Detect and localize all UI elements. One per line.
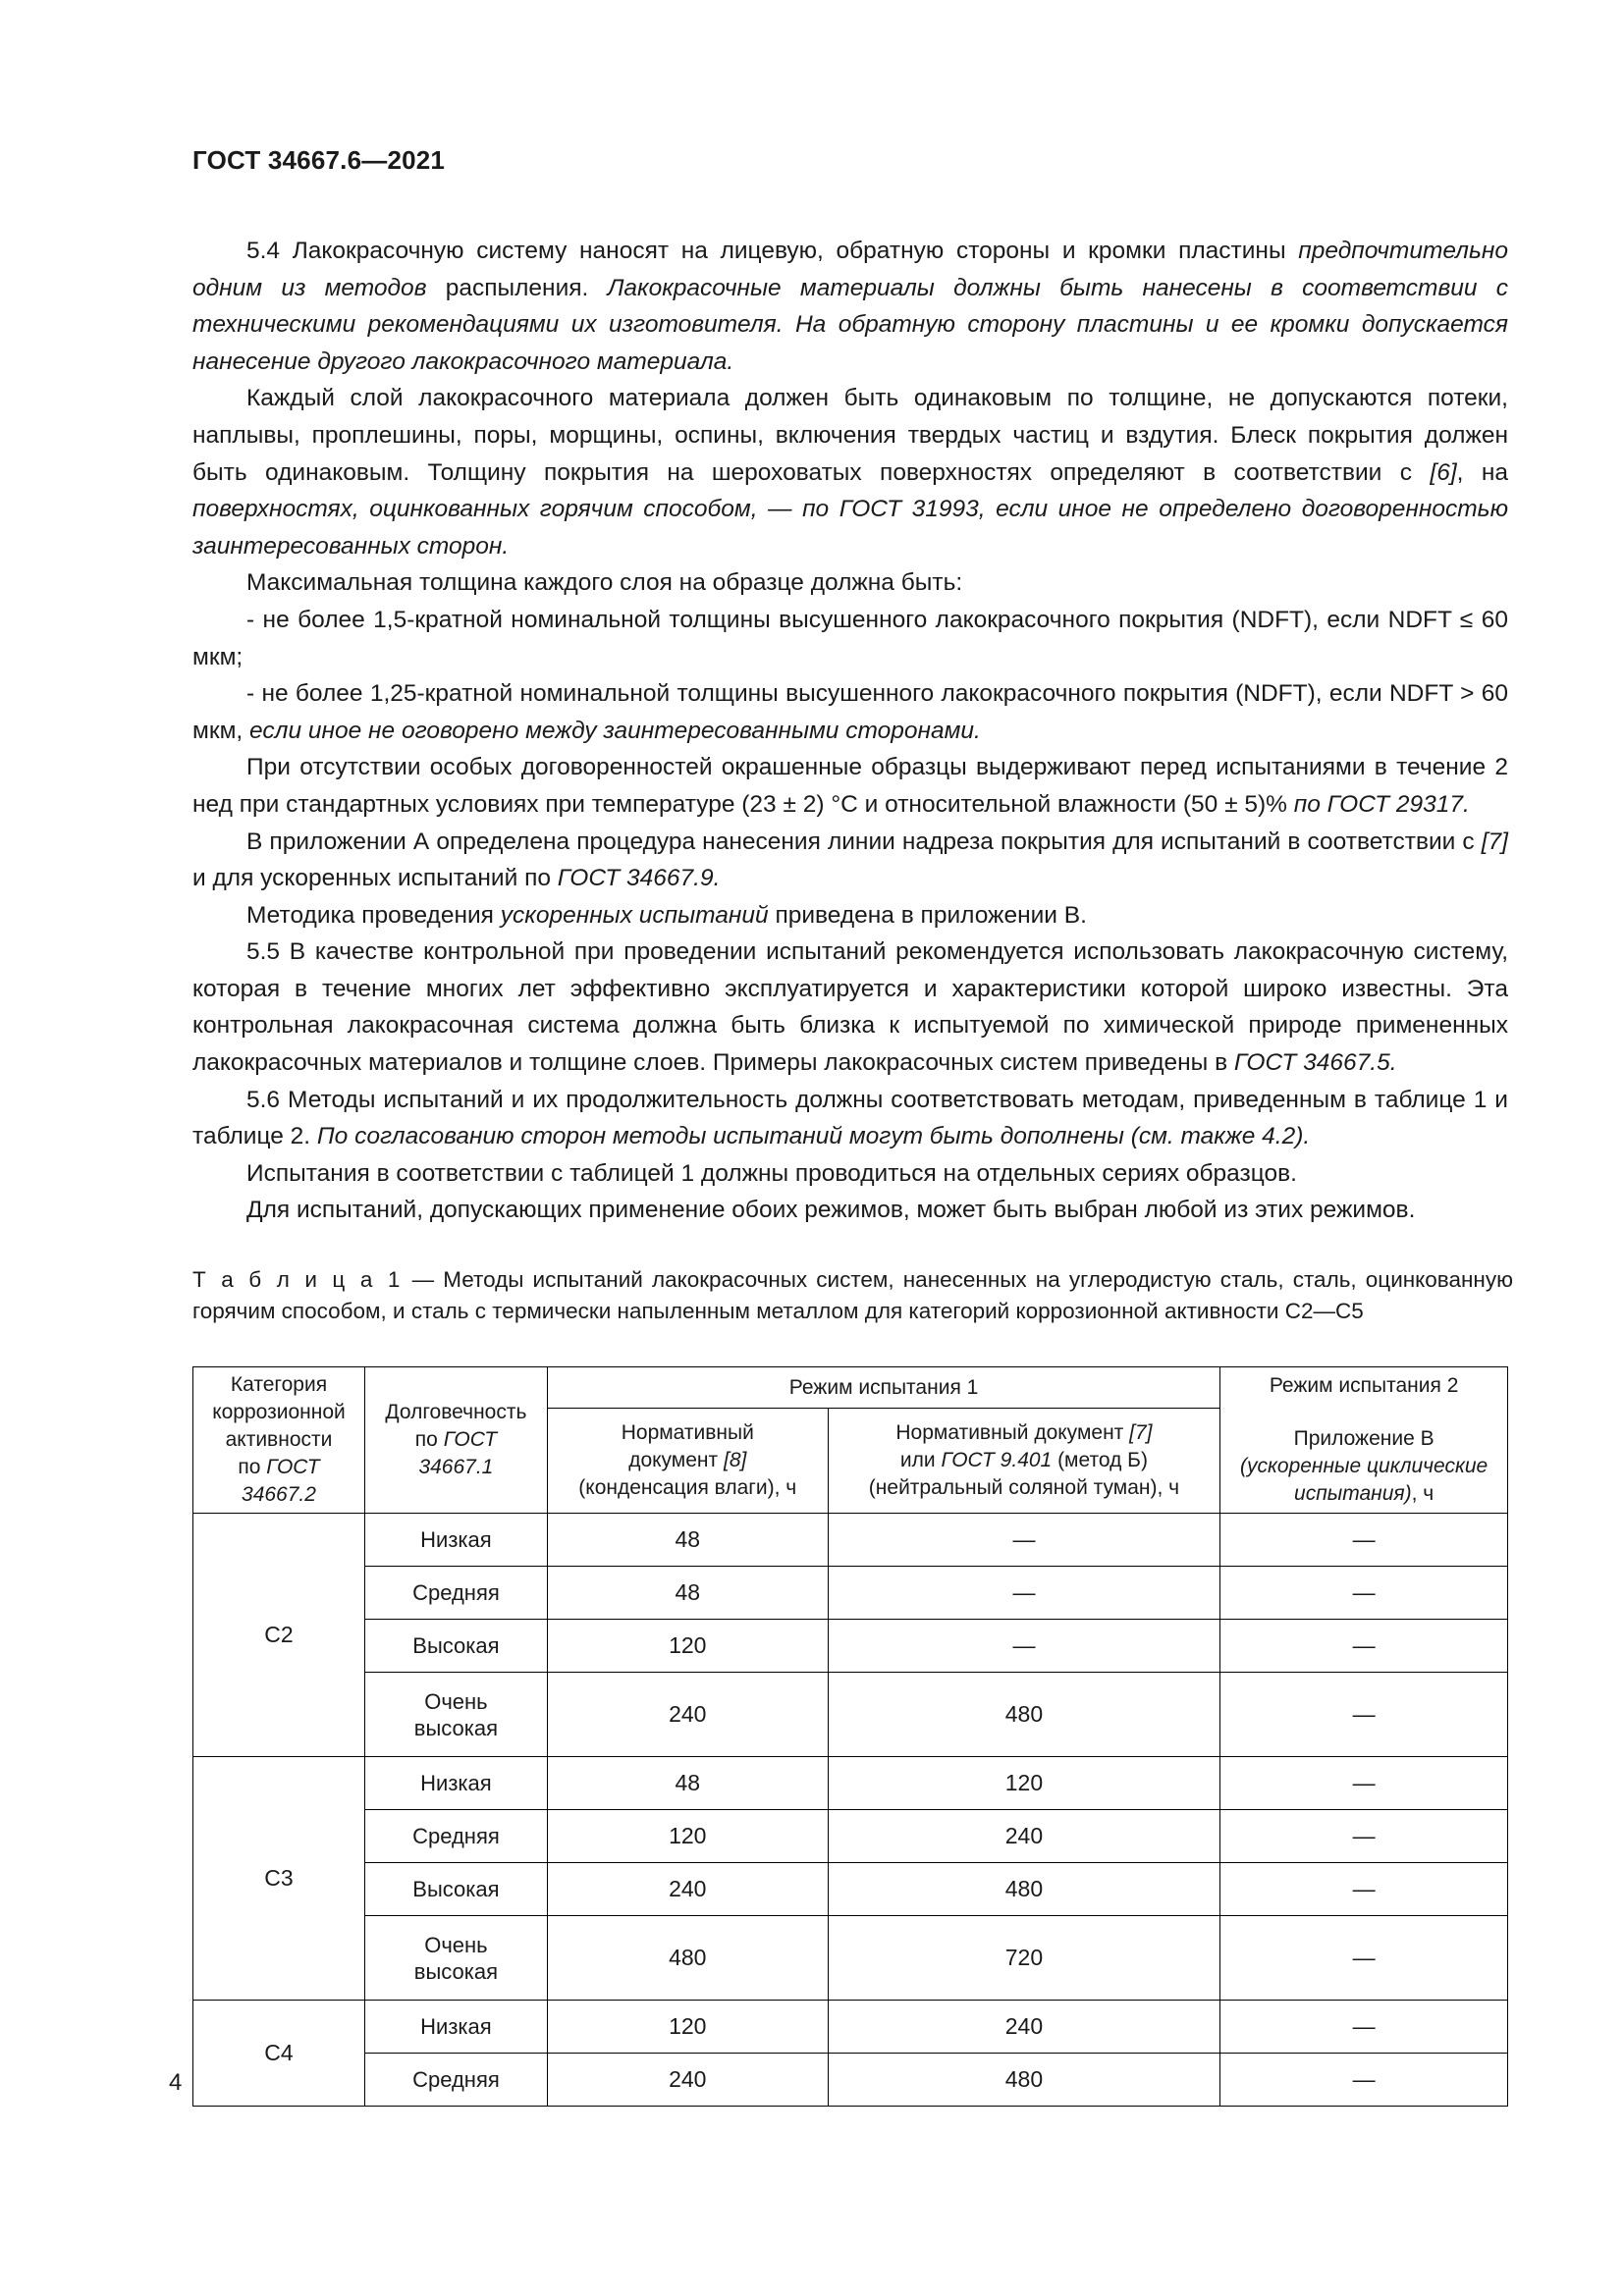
table-caption-label: Т а б л и ц а 1 <box>192 1267 404 1292</box>
annex-b-line-2: (ускоренные циклические <box>1239 1455 1489 1477</box>
text-run: В приложении А определена процедура нанесения линии надреза покрытия для испытаний в соответствии с <box>246 828 1482 855</box>
table-caption-dash: — <box>403 1267 444 1292</box>
p-separate-series <box>192 1155 1508 1193</box>
header-doc7-line-3: (нейтральный соляной туман), ч <box>868 1476 1180 1500</box>
p-conditioning <box>192 749 1508 823</box>
annex-b-line-3-suffix: , ч <box>1411 1482 1435 1505</box>
header-cell-doc-8 <box>547 1409 828 1514</box>
cell-annex-b-hours: — <box>1220 1916 1508 2001</box>
cell-doc-7-hours: — <box>828 1514 1220 1567</box>
header-cell-mode-2-group <box>1220 1367 1508 1514</box>
header-category-line-4-plain: по <box>238 1456 267 1478</box>
cell-doc-7-hours: 240 <box>828 1810 1220 1863</box>
header-doc7-line-2-plain-a: или <box>899 1449 942 1472</box>
cell-annex-b-hours: — <box>1220 1810 1508 1863</box>
header-doc7-line-1-plain: Нормативный документ <box>895 1421 1130 1445</box>
p-5-5 <box>192 934 1508 1081</box>
p-annex-a <box>192 824 1508 897</box>
durability-line-1: Очень <box>424 1932 488 1957</box>
cell-doc-8-hours: 120 <box>547 1810 828 1863</box>
table-body <box>193 1514 1508 2107</box>
table-row <box>193 2054 1508 2107</box>
header-category-line-2: коррозионной <box>212 1401 346 1423</box>
header-category-line-3: активности <box>225 1428 333 1451</box>
cell-annex-b-hours: — <box>1220 1673 1508 1757</box>
text-run: Максимальная толщина каждого слоя на образце должна быть: <box>246 569 963 597</box>
p-layer-uniform <box>192 380 1508 564</box>
header-category-line-1: Категория <box>230 1373 328 1396</box>
cell-doc-7-hours: — <box>828 1567 1220 1620</box>
cell-doc-8-hours: 240 <box>547 1863 828 1916</box>
cell-durability: Низкая <box>364 1514 547 1567</box>
cell-doc-8-hours: 480 <box>547 1916 828 2001</box>
cell-doc-8-hours: 120 <box>547 2001 828 2054</box>
cell-durability <box>364 1916 547 2001</box>
cell-doc-8-hours: 48 <box>547 1757 828 1810</box>
cell-durability: Средняя <box>364 1567 547 1620</box>
text-run-italic: поверхностях, оцинкованных горячим способом, — по ГОСТ 31993, если иное не определено договоренностью заинтересованных сторон. <box>192 496 1508 560</box>
table-header-row-1 <box>193 1367 1508 1409</box>
cell-annex-b-hours: — <box>1220 1863 1508 1916</box>
header-doc8-line-3: (конденсация влаги), ч <box>578 1476 797 1500</box>
text-run: приведена в приложении В. <box>768 901 1087 929</box>
text-run: 5.6 Методы испытаний и их продолжительность должны соответствовать методам, приведенным в таблице 1 и таблице 2. <box>192 1086 1508 1150</box>
header-cell-category <box>193 1367 365 1514</box>
p-ndft-le-60 <box>192 602 1508 675</box>
header-durability-line-3-ref: 34667.1 <box>418 1456 494 1478</box>
header-doc8-line-2-plain: документ <box>628 1449 724 1472</box>
cell-doc-8-hours: 240 <box>547 1673 828 1757</box>
page-number: 4 <box>169 2069 183 2096</box>
text-run-italic: ГОСТ 34667.5. <box>1233 1049 1397 1077</box>
header-cell-mode-1: Режим испытания 1 <box>547 1367 1219 1409</box>
p-ndft-gt-60 <box>192 675 1508 749</box>
cell-doc-7-hours: 720 <box>828 1916 1220 2001</box>
table-row <box>193 1757 1508 1810</box>
cell-doc-7-hours: 240 <box>828 2001 1220 2054</box>
text-run-italic: [6] <box>1430 458 1457 486</box>
header-mode-2-title: Режим испытания 2 <box>1269 1374 1459 1397</box>
cell-doc-8-hours: 48 <box>547 1514 828 1567</box>
body-text <box>192 233 1508 1229</box>
header-doc8-ref: [8] <box>723 1449 747 1472</box>
table-row <box>193 2001 1508 2054</box>
cell-corrosion-category: С2 <box>193 1514 365 1757</box>
text-run: и для ускоренных испытаний по <box>192 865 558 892</box>
cell-doc-8-hours: 120 <box>547 1620 828 1673</box>
table-caption-text: Методы испытаний лакокрасочных систем, нанесенных на углеродистую сталь, сталь, оцинкованную горячим способом, и сталь с термически напыленным металлом для категорий коррозионной активности С2—С5 <box>192 1267 1513 1323</box>
header-doc8-line-1: Нормативный <box>621 1421 754 1445</box>
header-durability-line-2-ref: ГОСТ <box>443 1428 498 1451</box>
header-cell-durability <box>364 1367 547 1514</box>
durability-line-1: Очень <box>424 1688 488 1714</box>
p-annex-b <box>192 897 1508 934</box>
header-durability-line-2-plain: по <box>414 1428 444 1451</box>
text-run: При отсутствии особых договоренностей окрашенные образцы выдерживают перед испытаниями в течение 2 нед при стандартных условиях при температуре (23 ± 2) °С и относительной влажности (50 ± 5)% <box>192 754 1508 818</box>
cell-durability: Высокая <box>364 1620 547 1673</box>
table-row <box>193 1916 1508 2001</box>
cell-annex-b-hours: — <box>1220 1620 1508 1673</box>
text-run-italic: ускоренных испытаний <box>500 901 769 929</box>
text-run-italic: Лакокрасочные материалы должны быть нанесены в соответствии с техническими рекомендациями их изготовителя. На обратную сторону пластины и ее кромки допускается нанесение другого лакокрасочного материала. <box>192 274 1509 375</box>
cell-annex-b-hours: — <box>1220 2054 1508 2107</box>
table-1-caption <box>192 1264 1513 1327</box>
text-run: - не более 1,25-кратной номинальной толщины высушенного лакокрасочного покрытия (NDFT), если NDFT > 60 мкм, <box>192 680 1508 744</box>
p-max-thickness-intro <box>192 564 1508 602</box>
cell-durability <box>364 1673 547 1757</box>
table-row <box>193 1810 1508 1863</box>
annex-b-line-1: Приложение В <box>1293 1427 1435 1450</box>
table-row <box>193 1567 1508 1620</box>
header-doc7-line-2-plain-b: (метод Б) <box>1052 1449 1148 1472</box>
cell-doc-7-hours: 480 <box>828 1863 1220 1916</box>
table-header <box>193 1367 1508 1514</box>
table-row <box>193 1863 1508 1916</box>
header-durability-line-1: Долговечность <box>385 1401 527 1423</box>
text-run-italic: По согласованию сторон методы испытаний могут быть дополнены (см. также 4.2). <box>316 1123 1311 1150</box>
cell-annex-b-hours: — <box>1220 1757 1508 1810</box>
cell-doc-8-hours: 48 <box>547 1567 828 1620</box>
cell-annex-b-hours: — <box>1220 2001 1508 2054</box>
cell-durability: Высокая <box>364 1863 547 1916</box>
text-run-italic: предпочтительно одним из методов <box>192 238 1508 301</box>
text-run: 5.5 В качестве контрольной при проведении испытаний рекомендуется использовать лакокрасочную систему, которая в течение многих лет эффективно эксплуатируется и характеристики которой широко известны. Эта контрольная лакокрасочная система должна быть близка к испытуемой по химической природе примененных лакокрасочных материалов и толщине слоев. Примеры лакокрасочных систем приведены в <box>192 938 1508 1077</box>
text-run: распыления. <box>426 274 608 301</box>
table-row <box>193 1673 1508 1757</box>
cell-doc-7-hours: 480 <box>828 2054 1220 2107</box>
text-run: Испытания в соответствии с таблицей 1 должны проводиться на отдельных сериях образцов. <box>246 1159 1297 1187</box>
cell-annex-b-hours: — <box>1220 1514 1508 1567</box>
text-run: Для испытаний, допускающих применение обоих режимов, может быть выбран любой из этих режимов. <box>246 1197 1416 1224</box>
p-any-mode <box>192 1192 1508 1229</box>
header-cell-doc-7 <box>828 1409 1220 1514</box>
table-1-test-methods <box>192 1366 1508 2107</box>
durability-line-2: высокая <box>413 1715 499 1740</box>
cell-durability: Средняя <box>364 1810 547 1863</box>
cell-doc-7-hours: 480 <box>828 1673 1220 1757</box>
cell-durability: Низкая <box>364 2001 547 2054</box>
cell-doc-7-hours: — <box>828 1620 1220 1673</box>
header-doc7-gost-ref: ГОСТ 9.401 <box>941 1449 1053 1472</box>
text-run: Методика проведения <box>246 901 501 929</box>
cell-durability: Низкая <box>364 1757 547 1810</box>
text-run: 5.4 Лакокрасочную систему наносят на лицевую, обратную стороны и кромки пластины <box>246 238 1299 264</box>
annex-b-line-3: испытания) <box>1294 1482 1412 1505</box>
cell-doc-7-hours: 120 <box>828 1757 1220 1810</box>
header-doc7-ref: [7] <box>1129 1421 1153 1445</box>
table-row <box>193 1620 1508 1673</box>
cell-annex-b-hours: — <box>1220 1567 1508 1620</box>
text-run: Каждый слой лакокрасочного материала должен быть одинаковым по толщине, не допускаются потеки, наплывы, проплешины, поры, морщины, оспины, включения твердых частиц и вздутия. Блеск покрытия должен быть одинаковым. Толщину покрытия на шероховатых поверхностях определяют в соответствии с <box>192 385 1508 486</box>
cell-corrosion-category: С3 <box>193 1757 365 2001</box>
table-row <box>193 1514 1508 1567</box>
cell-doc-8-hours: 240 <box>547 2054 828 2107</box>
header-annex-b-subtitle <box>1226 1425 1501 1508</box>
text-run-italic: по ГОСТ 29317. <box>1293 790 1470 818</box>
text-run: , на <box>1456 458 1508 486</box>
text-run-italic: [7] <box>1481 828 1508 855</box>
p-5-4 <box>192 233 1508 380</box>
cell-durability: Средняя <box>364 2054 547 2107</box>
text-run-italic: ГОСТ 34667.9. <box>557 865 721 892</box>
cell-corrosion-category: С4 <box>193 2001 365 2107</box>
header-category-line-4-ref: ГОСТ 34667.2 <box>242 1456 320 1506</box>
durability-line-2: высокая <box>413 1958 499 1984</box>
text-run-italic: если иное не оговорено между заинтересованными сторонами. <box>249 717 981 744</box>
p-5-6 <box>192 1082 1508 1155</box>
page-title: ГОСТ 34667.6—2021 <box>192 145 446 175</box>
text-run: - не более 1,5-кратной номинальной толщины высушенного лакокрасочного покрытия (NDFT), если NDFT ≤ 60 мкм; <box>192 606 1508 670</box>
